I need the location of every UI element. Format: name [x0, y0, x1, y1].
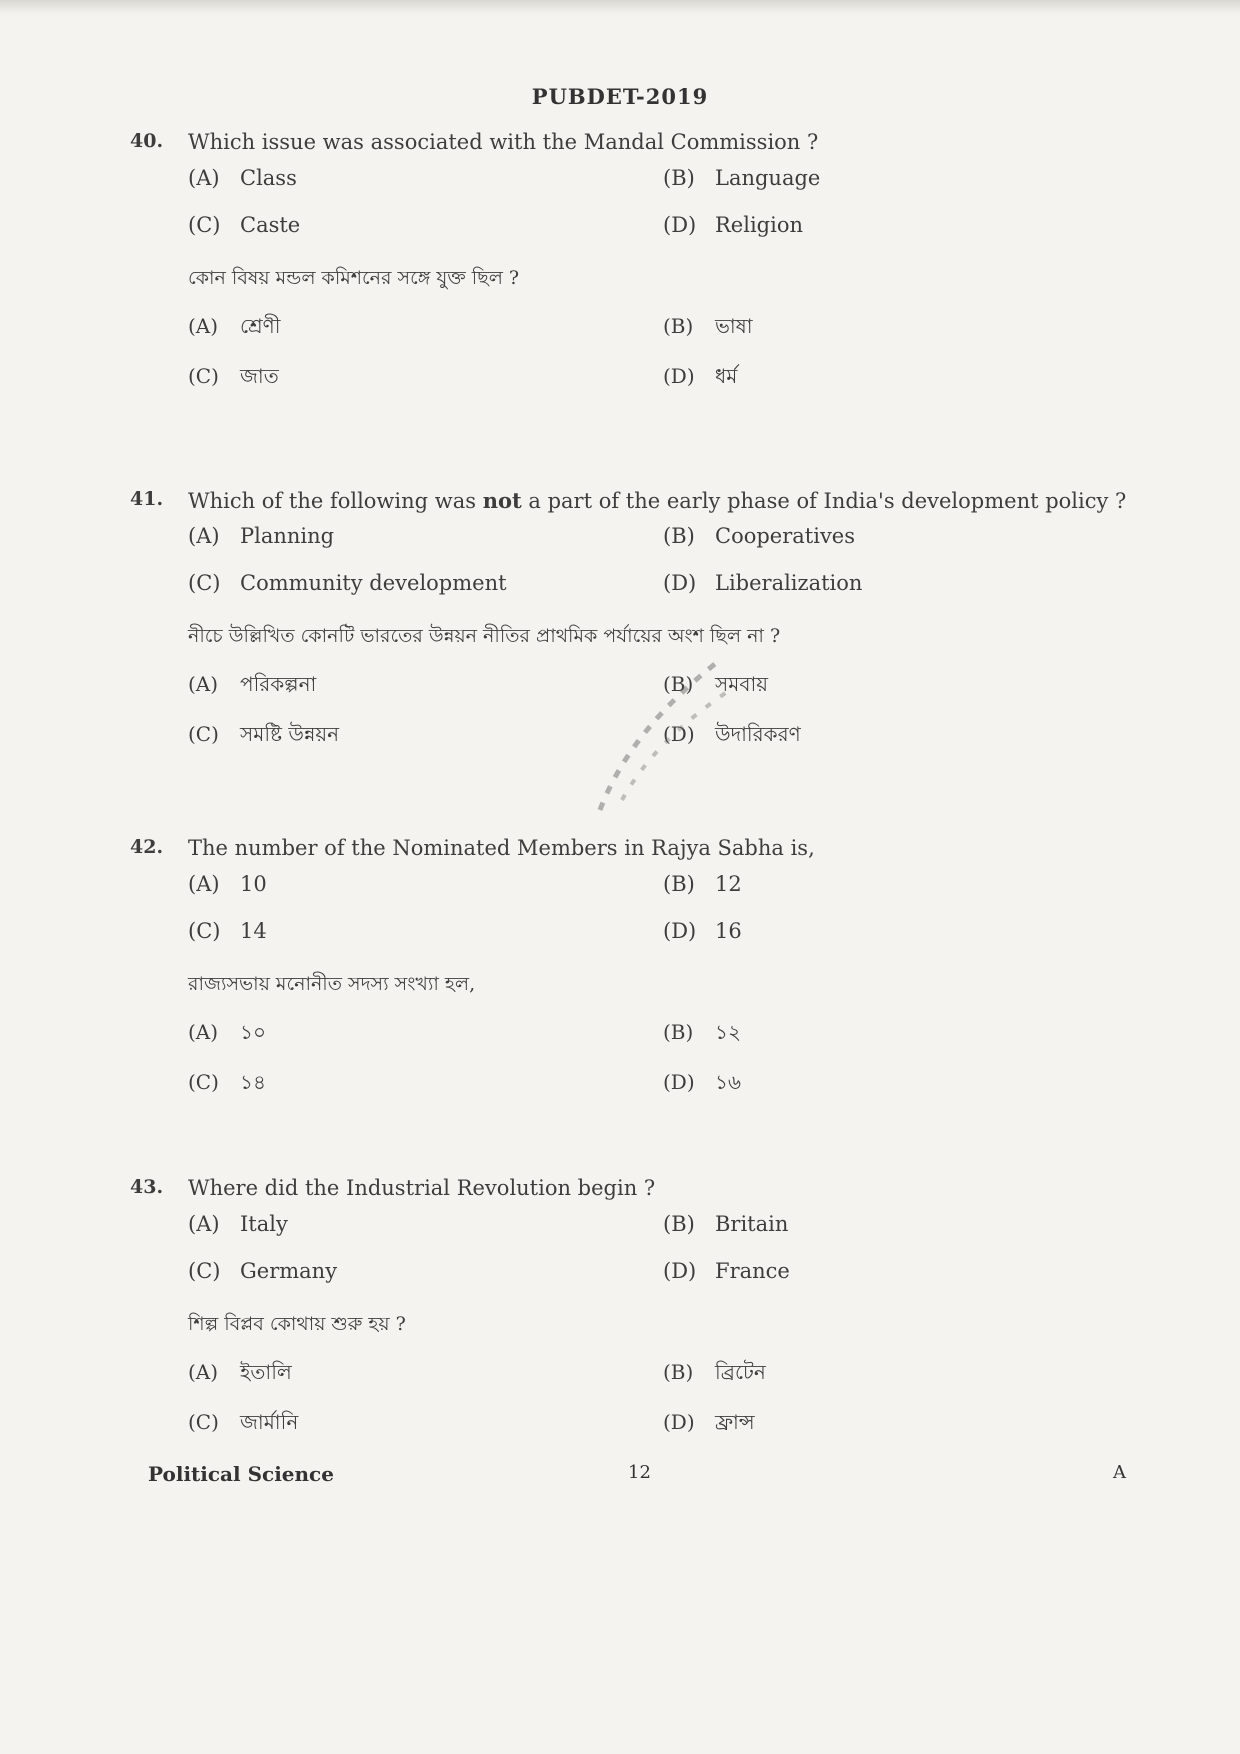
question-43 — [130, 1176, 1130, 1458]
option-a-bn: (A) ইতালি — [188, 1360, 292, 1384]
question-text-bn: কোন বিষয় মন্ডল কমিশনের সঙ্গে যুক্ত ছিল ? — [188, 267, 520, 289]
option-c: (C) Caste — [188, 213, 301, 237]
option-d: (D) France — [663, 1259, 790, 1283]
option-row-bn — [130, 720, 1130, 770]
option-b: (B) 12 — [663, 872, 742, 896]
option-c-bn: (C) সমষ্টি উন্নয়ন — [188, 722, 340, 746]
option-d-bn: (D) ধর্ম — [663, 364, 738, 388]
question-41 — [130, 488, 1130, 770]
option-c-bn: (C) জার্মানি — [188, 1410, 299, 1434]
option-row — [130, 1212, 1130, 1259]
option-a-bn: (A) পরিকল্পনা — [188, 672, 317, 696]
option-a: (A) 10 — [188, 872, 267, 896]
question-text-bn: শিল্প বিপ্লব কোথায় শুরু হয় ? — [188, 1313, 406, 1335]
option-c: (C) Community development — [188, 571, 507, 595]
option-row — [130, 872, 1130, 919]
option-row-bn — [130, 1408, 1130, 1458]
option-d-bn: (D) ফ্রান্স — [663, 1410, 755, 1434]
question-stem-bn — [130, 622, 1130, 670]
option-d: (D) Liberalization — [663, 571, 863, 595]
question-number: 40. — [130, 130, 164, 152]
option-row-bn — [130, 1358, 1130, 1408]
option-row — [130, 1259, 1130, 1306]
emphasis-not: not — [482, 488, 522, 513]
question-stem-bn — [130, 970, 1130, 1018]
option-a: (A) Planning — [188, 524, 335, 548]
question-text-bn: নীচে উল্লিখিত কোনটি ভারতের উন্নয়ন নীতির প্রাথমিক পর্যায়ের অংশ ছিল না ? — [188, 625, 781, 647]
question-set: A — [1113, 1462, 1126, 1483]
question-text-en: Where did the Industrial Revolution begin ? — [188, 1176, 656, 1200]
scan-edge — [0, 0, 1240, 14]
option-row — [130, 919, 1130, 966]
option-c: (C) 14 — [188, 919, 267, 943]
question-text-bn: রাজ্যসভায় মনোনীত সদস্য সংখ্যা হল, — [188, 973, 476, 995]
option-row-bn — [130, 1018, 1130, 1068]
option-b: (B) Britain — [663, 1212, 789, 1236]
question-40 — [130, 130, 1130, 412]
option-b-bn: (B) ব্রিটেন — [663, 1360, 766, 1384]
option-d-bn: (D) ১৬ — [663, 1070, 741, 1094]
question-number: 42. — [130, 836, 164, 858]
option-row-bn — [130, 362, 1130, 412]
option-c-bn: (C) জাত — [188, 364, 279, 388]
option-a-bn: (A) শ্রেণী — [188, 314, 281, 338]
option-a: (A) Class — [188, 166, 297, 190]
option-b-bn: (B) ভাষা — [663, 314, 753, 338]
question-stem-en — [130, 1176, 1130, 1212]
option-b-bn: (B) সমবায় — [663, 672, 769, 696]
option-c: (C) Germany — [188, 1259, 338, 1283]
option-row — [130, 166, 1130, 213]
question-stem-bn — [130, 1310, 1130, 1358]
option-b-bn: (B) ১২ — [663, 1020, 741, 1044]
question-stem-en — [130, 130, 1130, 166]
question-42 — [130, 836, 1130, 1118]
option-row — [130, 571, 1130, 618]
question-text-en: The number of the Nominated Members in Rajya Sabha is, — [188, 836, 815, 860]
option-b: (B) Language — [663, 166, 821, 190]
option-a-bn: (A) ১০ — [188, 1020, 266, 1044]
option-row-bn — [130, 312, 1130, 362]
option-d: (D) 16 — [663, 919, 742, 943]
question-stem-bn — [130, 264, 1130, 312]
option-c-bn: (C) ১৪ — [188, 1070, 266, 1094]
option-row-bn — [130, 670, 1130, 720]
option-row — [130, 524, 1130, 571]
option-b: (B) Cooperatives — [663, 524, 856, 548]
footer-subject: Political Science — [148, 1462, 334, 1486]
option-a: (A) Italy — [188, 1212, 288, 1236]
question-text-en: Which of the following was not a part of the early phase of India's development policy ? — [188, 488, 1127, 513]
exam-title: PUBDET-2019 — [531, 84, 709, 109]
option-row — [130, 213, 1130, 260]
option-d-bn: (D) উদারিকরণ — [663, 722, 801, 746]
question-number: 43. — [130, 1176, 164, 1198]
page-number: 12 — [628, 1462, 651, 1483]
question-text-en: Which issue was associated with the Mandal Commission ? — [188, 130, 819, 154]
option-row-bn — [130, 1068, 1130, 1118]
question-stem-en — [130, 488, 1130, 524]
question-number: 41. — [130, 488, 164, 510]
question-stem-en — [130, 836, 1130, 872]
option-d: (D) Religion — [663, 213, 803, 237]
